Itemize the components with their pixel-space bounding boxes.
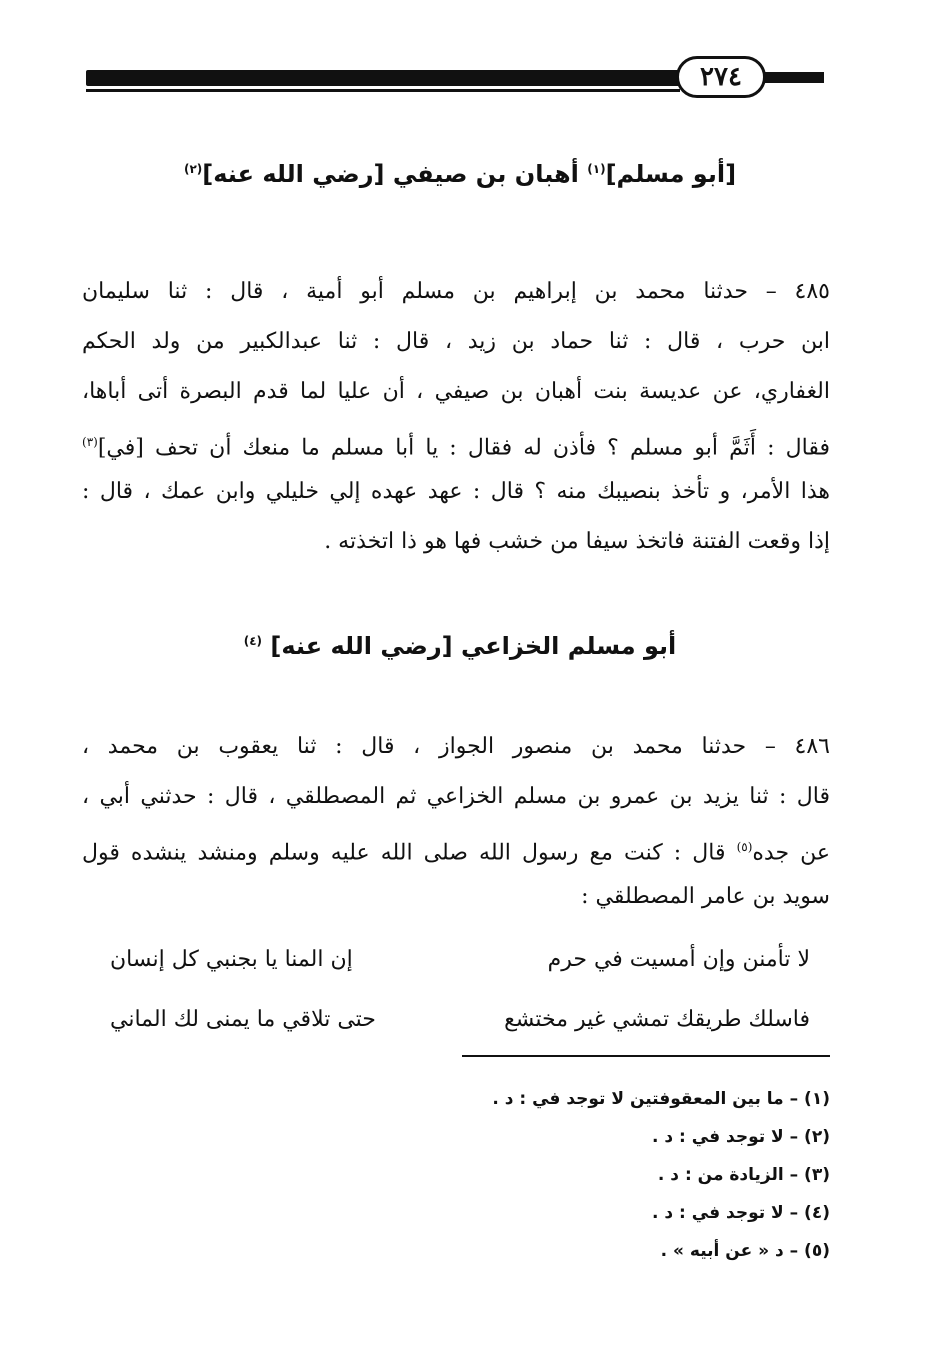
text-line: ٤٨٥ – حدثنا محمد بن إبراهيم بن مسلم أبو أمية ، قال : ثنا سليمان <box>82 279 830 304</box>
footnote-ref-3: (٣) <box>82 435 98 449</box>
text-line: الغفاري، عن عديسة بنت أهبان بن صيفي ، أن عليا لما قدم البصرة أتى أباها، <box>82 379 830 404</box>
text-line: سويد بن عامر المصطلقي : <box>581 884 830 909</box>
verse-first-hemistich: لا تأمنن وإن أمسيت في حرم <box>547 947 810 972</box>
footnote-ref-5: (٥) <box>736 840 753 854</box>
hadith-485 <box>82 267 830 567</box>
verse-second-hemistich: إن المنا يا بجنبي كل إنسان <box>110 947 353 972</box>
text-line <box>82 822 830 872</box>
section-title-khuzai <box>80 632 840 660</box>
line3-end: قال : كنت مع رسول الله صلى الله عليه وسلم ومنشد ينشده قول <box>82 840 737 866</box>
footnote-item: (٣) – الزيادة من : د . <box>657 1165 830 1185</box>
footnote-item: (٥) – د « عن أبيه » . <box>660 1241 830 1261</box>
text-line: هذا الأمر، و تأخذ بنصيبك منه ؟ قال : عهد عهده إلي خليلي وابن عمك ، قال : <box>82 479 830 504</box>
footnote-separator <box>462 1055 830 1057</box>
section-title-ahban <box>80 160 840 188</box>
footnotes <box>300 1080 830 1270</box>
text-line <box>82 417 830 467</box>
footnote-item: (٤) – لا توجد في : د . <box>652 1203 830 1223</box>
footnote-item: (٢) – لا توجد في : د . <box>652 1127 830 1147</box>
verse-first-hemistich: فاسلك طريقك تمشي غير مختشع <box>504 1007 810 1032</box>
page-number: ٢٧٤ <box>676 56 766 98</box>
verse-line <box>100 995 820 1055</box>
footnote-ref-4: (٤) <box>243 634 263 648</box>
text-line: ٤٨٦ – حدثنا محمد بن منصور الجواز ، قال : ثنا يعقوب بن محمد ، <box>82 734 830 759</box>
section-title-main: أبو مسلم الخزاعي [رضي الله عنه] <box>262 632 677 660</box>
footnote-ref-1: (١) <box>587 162 606 176</box>
footnote-ref-2: (٢) <box>183 162 203 176</box>
section-title-rest: أهبان بن صيفي [رضي الله عنه] <box>202 160 588 188</box>
verse-line <box>100 935 820 995</box>
text-line: قال : ثنا يزيد بن عمرو بن مسلم الخزاعي ثم المصطلقي ، قال : حدثني أبي ، <box>82 784 830 809</box>
footnote-item: (١) – ما بين المعقوفتين لا توجد في : د . <box>492 1089 830 1109</box>
hadith-486 <box>82 722 830 922</box>
line4-text: فقال : أَثَمَّ أبو مسلم ؟ فأذن له فقال : يا أبا مسلم ما منعك أن تحف [في] <box>97 435 830 461</box>
text-line: ابن حرب ، قال : ثنا حماد بن زيد ، قال : ثنا عبدالكبير من ولد الحكم <box>82 329 830 354</box>
text-line: إذا وقعت الفتنة فاتخذ سيفا من خشب فها هو ذا اتخذته . <box>324 529 830 554</box>
header-rule-right <box>760 72 824 83</box>
line3-start: عن جده <box>752 840 830 866</box>
section-title-main: [أبو مسلم] <box>605 160 737 188</box>
header-rule-left <box>86 70 680 86</box>
poem-verses <box>100 935 820 1055</box>
verse-second-hemistich: حتى تلاقي ما يمنى لك الماني <box>110 1007 376 1032</box>
